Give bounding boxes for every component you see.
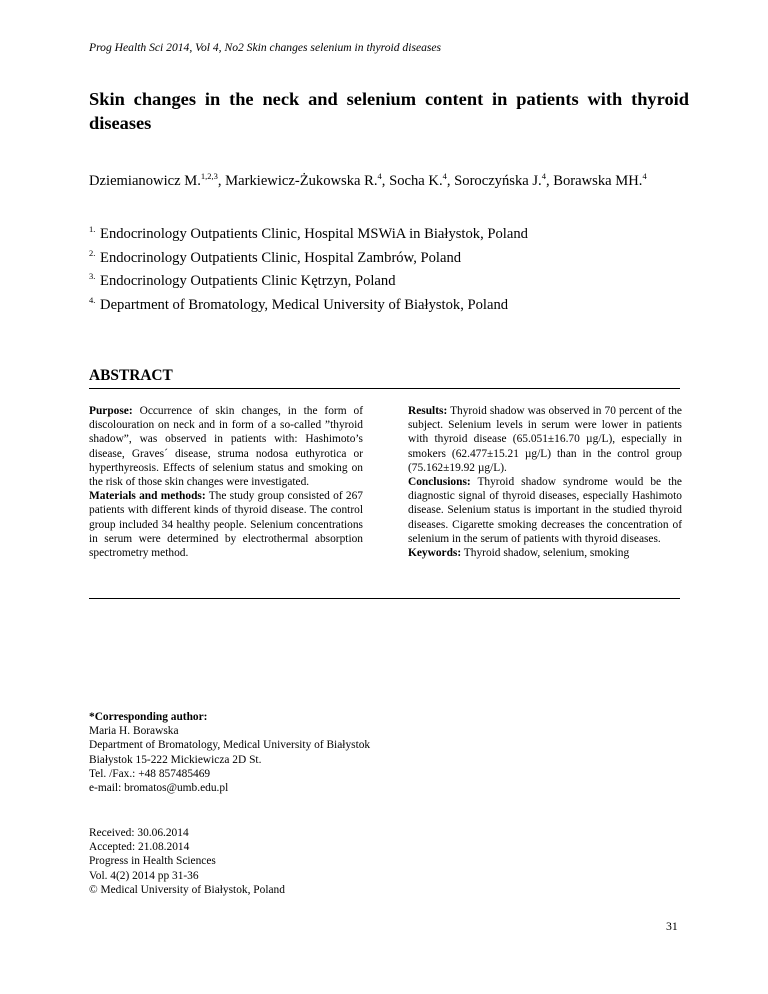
abstract-heading: ABSTRACT [89,367,173,384]
author: Dziemianowicz M.$^{1,2,3}$, [89,171,226,189]
page-number: 31 [666,919,678,933]
author: Markiewicz-Żukowska R.$^4$, [225,171,390,189]
abstract-conclusions: Conclusions: Thyroid shadow syndrome would be the diagnostic signal of thyroid diseases, especially Hashimoto disease. Selenium status is important in the studied thyroid diseases. Cigarette smoking decreases the concentration of selenium in the serum of patients with thyroid diseases. [408,476,682,545]
corresponding-author-label: *Corresponding author: [89,711,208,723]
abstract-right-column [408,404,682,560]
affiliation-list [89,220,528,314]
corresponding-author-department: Department of Bromatology, Medical University of Białystok [89,739,371,752]
abstract-top-divider [89,388,680,389]
accepted-date: Accepted: 21.08.2014 [89,841,190,854]
copyright: © Medical University of Białystok, Poland [89,883,285,896]
corresponding-author-address: Białystok 15-222 Mickiewicza 2D St. [89,753,262,766]
publication-info [89,826,285,897]
affiliation: $^{3.}$ Endocrinology Outpatients Clinic Kętrzyn, Poland [89,271,396,289]
corresponding-author-phone: Tel. /Fax.: +48 857485469 [89,767,211,780]
author-list [89,171,647,190]
author: Soroczyńska J.$^4$, [454,171,554,189]
running-header: Prog Health Sci 2014, Vol 4, No2 Skin changes selenium in thyroid diseases [89,41,442,54]
journal-name: Progress in Health Sciences [89,855,216,868]
author: Borawska MH.$^4$ [553,171,647,189]
affiliation: $^{2.}$ Endocrinology Outpatients Clinic, Hospital Zambrów, Poland [89,247,462,266]
corresponding-author-name: Maria H. Borawska [89,725,179,738]
received-date: Received: 30.06.2014 [89,827,189,839]
author: Socha K.$^4$, [389,171,455,189]
affiliation: $^{4.}$ Department of Bromatology, Medical University of Białystok, Poland [89,294,509,313]
abstract-bottom-divider [89,598,680,599]
volume-pages: Vol. 4(2) 2014 pp 31-36 [89,869,199,882]
affiliation: $^{1.}$ Endocrinology Outpatients Clinic, Hospital MSWiA in Białystok, Poland [89,224,528,242]
abstract-methods: Materials and methods: The study group consisted of 267 patients with different kinds of thyroid disease. The control group included 34 healthy people. Selenium concentrations in serum were determined by electrothermal absorption spectrometry method. [89,490,363,560]
abstract-keywords: Keywords: Thyroid shadow, selenium, smoking [408,547,630,560]
corresponding-author-email: e-mail: bromatos@umb.edu.pl [89,782,229,795]
corresponding-author-block [89,710,370,795]
paper-title: Skin changes in the neck and selenium content in patients with thyroid diseases [89,89,689,133]
abstract-purpose: Purpose: Occurrence of skin changes, in the form of discolouration on neck and in form of a so-called ”thyroid shadow”, was observed in patients with: Hashimoto’s disease, Graves´ disease, struma nodosa euthyrotica or hyperthyreosis. Effects of selenium status and smoking on the risk of those skin changes were investigated. [89,405,363,489]
abstract-left-column [89,404,363,560]
abstract-results: Results: Thyroid shadow was observed in 70 percent of the subject. Selenium levels in serum were lower in patients with thyroid disease (65.051±16.70 µg/L), especially in smokers (62.477±15.21 µg/L) than in the control group (75.162±19.92 µg/L). [408,405,682,474]
